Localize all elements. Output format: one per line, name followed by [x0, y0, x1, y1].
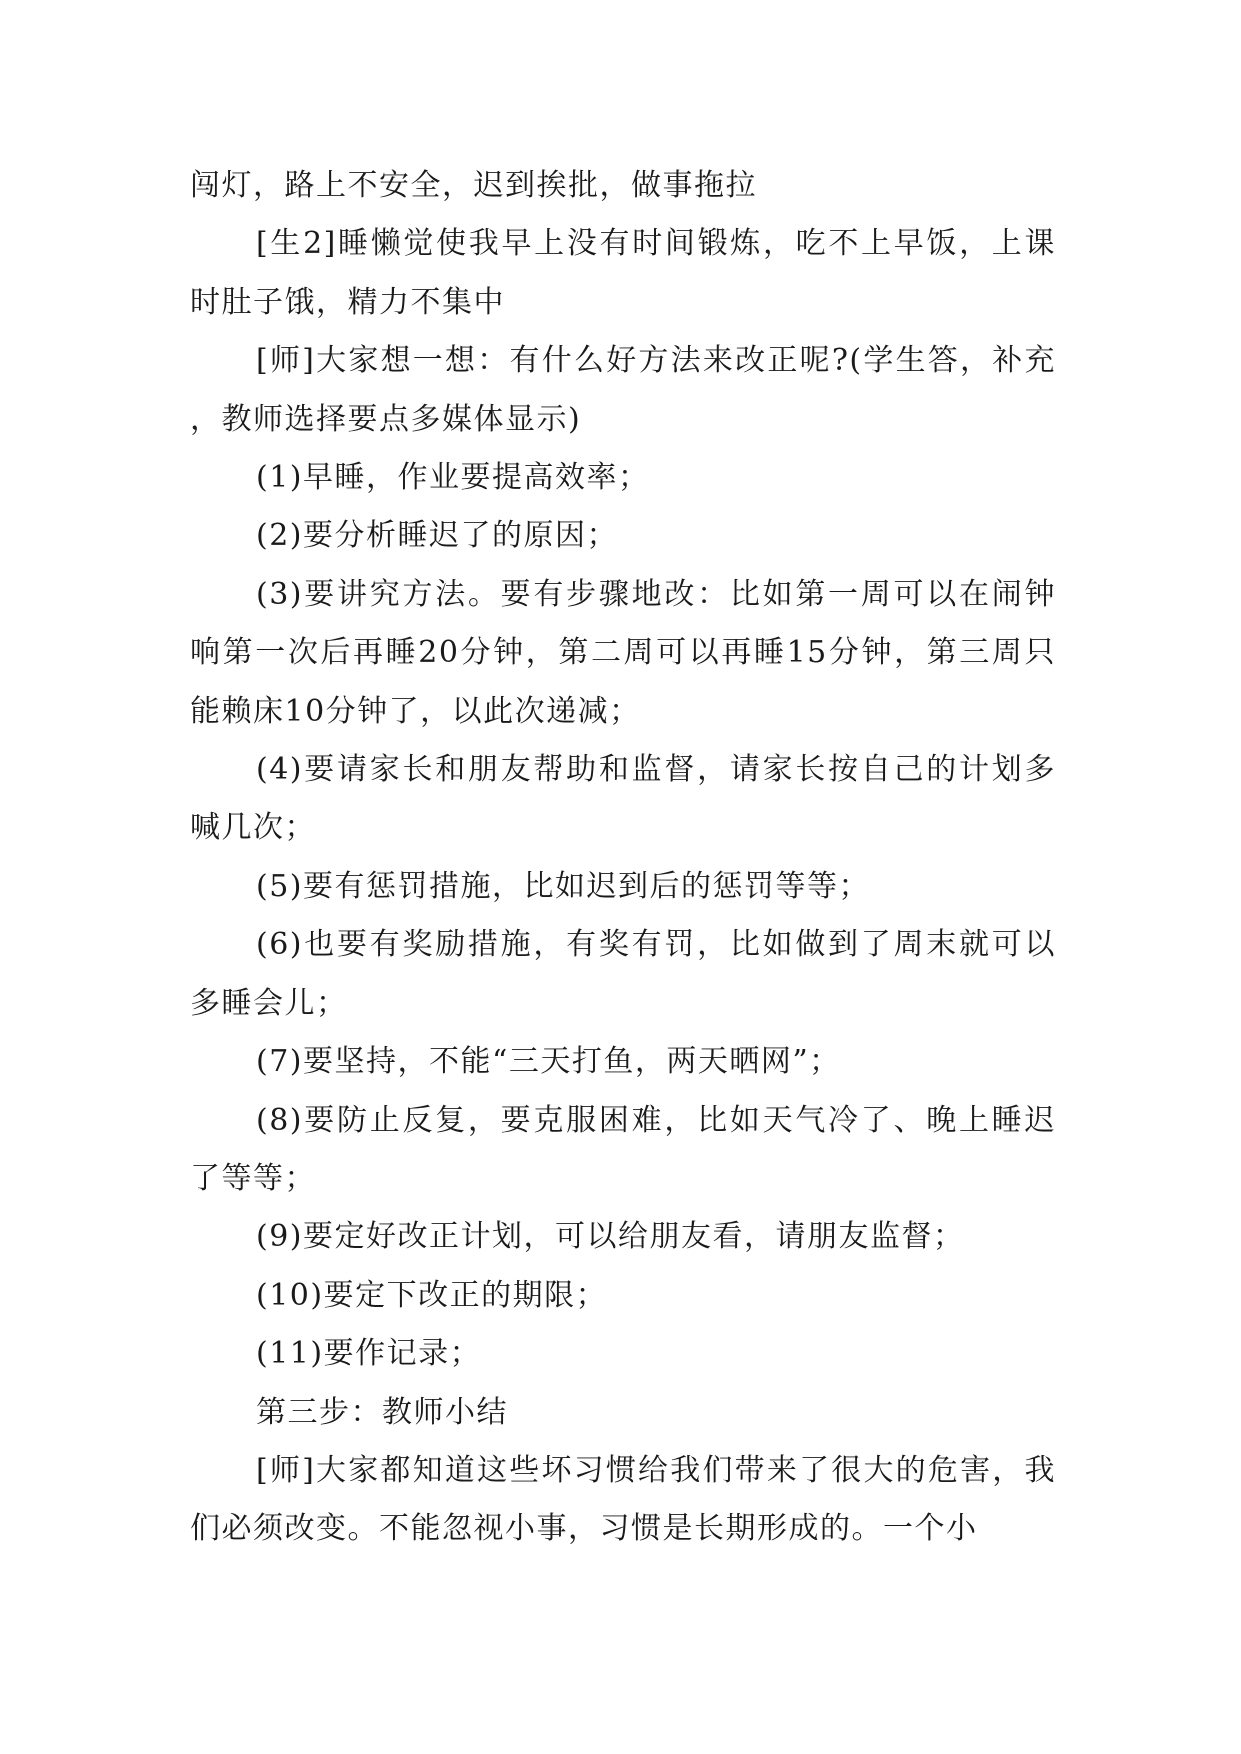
list-item-11: (11)要作记录； — [256, 1336, 482, 1372]
list-item-9: (9)要定好改正计划，可以给朋友看，请朋友监督； — [256, 1219, 965, 1255]
list-item-3: (3)要讲究方法。要有步骤地改：比如第一周可以在闹钟响第一次后再睡20分钟，第二周可以再睡15分钟，第三周只能赖床10分钟了，以此次递减； — [190, 576, 1056, 729]
document-body — [190, 157, 1056, 1559]
list-item-5: (5)要有惩罚措施，比如迟到后的惩罚等等； — [256, 868, 870, 904]
paragraph-2: [生2]睡懒觉使我早上没有时间锻炼，吃不上早饭，上课时肚子饿，精力不集中 — [190, 226, 1056, 320]
paragraph-summary: [师]大家都知道这些坏习惯给我们带来了很大的危害，我们必须改变。不能忽视小事，习惯是长期形成的。一个小 — [190, 1452, 1056, 1547]
list-item-1: (1)早睡，作业要提高效率； — [256, 460, 650, 496]
paragraph-1: 闯灯，路上不安全，迟到挨批，做事拖拉 — [190, 168, 757, 203]
list-item-4: (4)要请家长和朋友帮助和监督，请家长按自己的计划多喊几次； — [190, 752, 1056, 846]
list-item-10: (10)要定下改正的期限； — [256, 1277, 608, 1313]
list-item-8: (8)要防止反复，要克服困难，比如天气冷了、晚上睡迟了等等； — [190, 1102, 1056, 1196]
list-item-7: (7)要坚持，不能“三天打鱼，两天晒网”； — [256, 1044, 841, 1080]
list-item-2: (2)要分析睡迟了的原因； — [256, 518, 618, 554]
section-heading-step-3: 第三步：教师小结 — [256, 1394, 508, 1430]
paragraph-3: [师]大家想一想：有什么好方法来改正呢?(学生答，补充，教师选择要点多媒体显示) — [190, 343, 1056, 437]
list-item-6: (6)也要有奖励措施，有奖有罚，比如做到了周末就可以多睡会儿； — [190, 927, 1056, 1021]
